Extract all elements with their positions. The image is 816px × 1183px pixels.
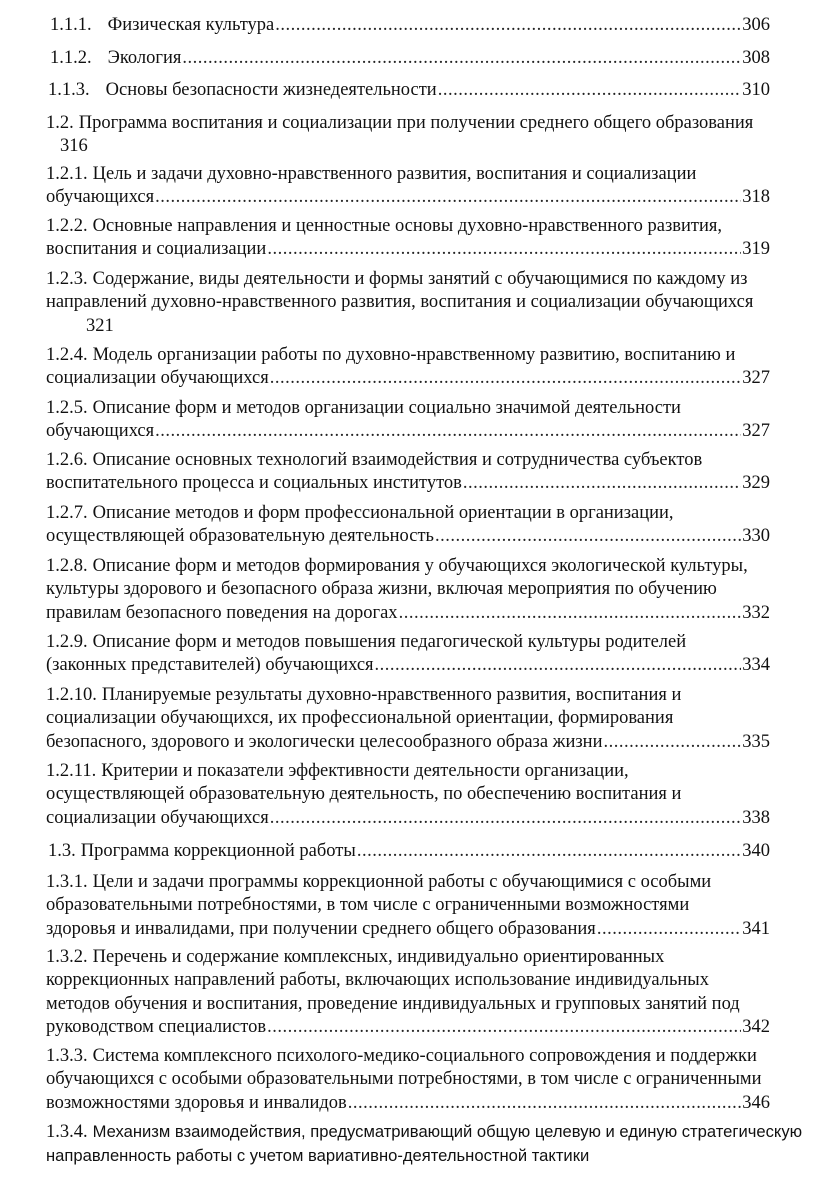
toc-entry[interactable] <box>46 449 770 496</box>
leader-dots <box>597 918 741 941</box>
leader-dots <box>438 79 742 102</box>
toc-entry-title-cont: воспитательного процесса и социальных институтов <box>46 473 462 494</box>
leader-dots <box>275 14 741 37</box>
toc-entry-page: 321 <box>86 315 114 336</box>
toc-entry-title: Система комплексного психолого-медико-социального сопровождения и поддержки <box>92 1046 757 1066</box>
toc-entry-page: 338 <box>742 807 770 828</box>
toc-entry-title-cont: воспитания и социализации <box>46 239 267 260</box>
toc-entry-title-cont: обучающихся <box>46 421 155 442</box>
toc-entry-page: 310 <box>742 80 770 100</box>
toc-entry-number: 1.2.9. <box>46 632 88 652</box>
toc-entry[interactable] <box>46 163 770 210</box>
toc-entry-page: 316 <box>60 136 88 157</box>
toc-entry-number: 1.1.1. <box>50 15 92 35</box>
toc-entry-page: 329 <box>742 473 770 494</box>
toc-entry[interactable] <box>46 871 770 941</box>
toc-entry-title: Критерии и показатели эффективности деятельности организации, <box>101 761 629 781</box>
toc-entry-title-cont: здоровья и инвалидами, при получении среднего общего образования <box>46 918 596 939</box>
toc-entry-page: 330 <box>742 526 770 547</box>
toc-entry-title-cont: образовательными потребностями, в том числе с ограниченными возможностями <box>46 895 690 916</box>
leader-dots <box>348 1092 741 1115</box>
toc-entry-page: 318 <box>742 187 770 208</box>
toc-entry-number: 1.2.1. <box>46 164 88 184</box>
leader-dots <box>375 654 742 677</box>
toc-entry-title-cont: социализации обучающихся <box>46 368 269 389</box>
toc-entry-title: Программа воспитания и социализации при получении среднего общего образования <box>78 113 754 133</box>
toc-entry-title: Перечень и содержание комплексных, индивидуально ориентированных <box>92 947 665 967</box>
toc-entry-number: 1.2.2. <box>46 216 88 236</box>
toc-entry[interactable] <box>46 215 770 262</box>
toc-entry-title: Механизм взаимодействия, предусматривающий общую целевую и единую стратегическую <box>92 1122 803 1141</box>
toc-entry[interactable] <box>46 760 770 830</box>
toc-entry-title-cont: возможностями здоровья и инвалидов <box>46 1092 347 1113</box>
toc-entry-number: 1.2.6. <box>46 450 88 470</box>
toc-entry-page: 346 <box>742 1092 770 1113</box>
toc-entry-number: 1.2.4. <box>46 345 88 365</box>
toc-entry[interactable] <box>46 946 796 1039</box>
toc-entry[interactable] <box>46 631 770 678</box>
toc-entry-title-cont: безопасного, здорового и экологически целесообразного образа жизни <box>46 731 603 752</box>
leader-dots <box>155 420 741 443</box>
leader-dots <box>603 731 741 754</box>
toc-entry-title-cont: руководством специалистов <box>46 1016 267 1037</box>
toc-entry-page: 340 <box>742 841 770 861</box>
toc-entry-title-cont: обучающихся с особыми образовательными потребностями, в том числе с ограниченными <box>46 1069 762 1090</box>
toc-entry-number: 1.2.8. <box>46 556 88 576</box>
toc-entry-title-cont: направленность работы с учетом вариативно-деятельностной тактики <box>46 1146 590 1166</box>
leader-dots <box>357 840 741 863</box>
toc-entry-number: 1.3.3. <box>46 1046 88 1066</box>
toc-entry-page: 319 <box>742 239 770 260</box>
toc-entry-title: Модель организации работы по духовно-нравственному развитию, воспитанию и <box>92 345 736 365</box>
leader-dots <box>155 186 741 209</box>
leader-dots <box>267 238 741 261</box>
leader-dots <box>267 1016 741 1039</box>
toc-entry-number: 1.2.7. <box>46 503 88 523</box>
toc-entry-title-cont: осуществляющей образовательную деятельность <box>46 526 434 547</box>
toc-entry-page: 308 <box>742 48 770 68</box>
toc-entry-page: 327 <box>742 368 770 389</box>
leader-dots <box>182 47 741 70</box>
toc-entry-number: 1.1.2. <box>50 48 92 68</box>
toc-entry-title-cont: осуществляющей образовательную деятельность, по обеспечению воспитания и <box>46 784 682 805</box>
leader-dots <box>270 807 742 830</box>
toc-entry[interactable] <box>46 555 796 625</box>
toc-entry-number: 1.3.1. <box>46 872 88 892</box>
toc-entry-title-cont: обучающихся <box>46 187 155 208</box>
toc-entry-page: 342 <box>742 1016 770 1037</box>
toc-entry-title: Описание форм и методов организации социально значимой деятельности <box>92 398 681 418</box>
toc-entry[interactable] <box>46 1120 808 1168</box>
toc-entry-page: 341 <box>742 918 770 939</box>
toc-entry-title-cont: направлений духовно-нравственного развития, воспитания и социализации обучающихся <box>46 292 754 313</box>
toc-entry[interactable] <box>46 397 770 444</box>
toc-entry[interactable] <box>46 344 770 391</box>
toc-entry-title-cont: социализации обучающихся, их профессиональной ориентации, формирования <box>46 708 674 729</box>
toc-entry-title: Программа коррекционной работы <box>80 841 356 861</box>
toc-entry-page: 334 <box>742 655 770 676</box>
toc-entry[interactable] <box>46 502 770 549</box>
toc-entry[interactable] <box>48 840 770 863</box>
toc-entry-title-cont: методов обучения и воспитания, проведение индивидуальных и групповых занятий под <box>46 993 740 1014</box>
toc-entry-page: 306 <box>742 15 770 35</box>
toc-entry-title: Описание методов и форм профессиональной ориентации в организации, <box>92 503 674 523</box>
toc-entry[interactable] <box>46 112 796 159</box>
toc-entry-number: 1.2.10. <box>46 685 97 705</box>
toc-entry-page: 332 <box>742 602 770 623</box>
leader-dots <box>270 367 742 390</box>
toc-entry-number: 1.1.3. <box>48 80 90 100</box>
toc-entry[interactable] <box>46 1045 808 1115</box>
toc-entry-title-cont: социализации обучающихся <box>46 807 269 828</box>
toc-entry-number: 1.2. <box>46 113 74 133</box>
toc-entry-title: Описание основных технологий взаимодействия и сотрудничества субъектов <box>92 450 703 470</box>
toc-entry-title-cont: коррекционных направлений работы, включающих использование индивидуальных <box>46 970 709 991</box>
toc-entry[interactable] <box>46 268 798 338</box>
toc-entry-number: 1.3.2. <box>46 947 88 967</box>
toc-entry-number: 1.2.3. <box>46 269 88 289</box>
toc-entry-title-cont: культуры здорового и безопасного образа жизни, включая мероприятия по обучению <box>46 579 717 600</box>
toc-entry-title: Основные направления и ценностные основы духовно-нравственного развития, <box>92 216 723 236</box>
toc-entry-title: Цель и задачи духовно-нравственного развития, воспитания и социализации <box>92 164 697 184</box>
toc-entry-title: Планируемые результаты духовно-нравственного развития, воспитания и <box>101 685 682 705</box>
toc-entry[interactable] <box>46 684 770 754</box>
toc-entry-number: 1.3. <box>48 841 76 861</box>
toc-entry-title: Экология <box>107 48 182 68</box>
leader-dots <box>399 602 742 625</box>
toc-entry-title-cont: правилам безопасного поведения на дорогах <box>46 602 398 623</box>
toc-entry[interactable] <box>48 79 770 102</box>
toc-entry-page: 327 <box>742 421 770 442</box>
toc-entry-title: Физическая культура <box>107 15 275 35</box>
toc-entry-title: Цели и задачи программы коррекционной работы с обучающимися с особыми <box>92 872 712 892</box>
toc-entry-title-cont: (законных представителей) обучающихся <box>46 655 374 676</box>
toc-entry-number: 1.3.4. <box>46 1122 88 1142</box>
toc-entry[interactable] <box>50 14 770 37</box>
leader-dots <box>435 525 741 548</box>
toc-entry-title: Содержание, виды деятельности и формы занятий с обучающимися по каждому из <box>92 269 748 289</box>
toc-entry-page: 335 <box>742 731 770 752</box>
leader-dots <box>463 472 741 495</box>
toc-entry[interactable] <box>50 47 770 70</box>
toc-entry-number: 1.2.11. <box>46 761 97 781</box>
toc-entry-title: Описание форм и методов формирования у обучающихся экологической культуры, <box>92 556 748 576</box>
toc-entry-number: 1.2.5. <box>46 398 88 418</box>
toc-entry-title: Описание форм и методов повышения педагогической культуры родителей <box>92 632 687 652</box>
toc-entry-title: Основы безопасности жизнедеятельности <box>105 80 437 100</box>
